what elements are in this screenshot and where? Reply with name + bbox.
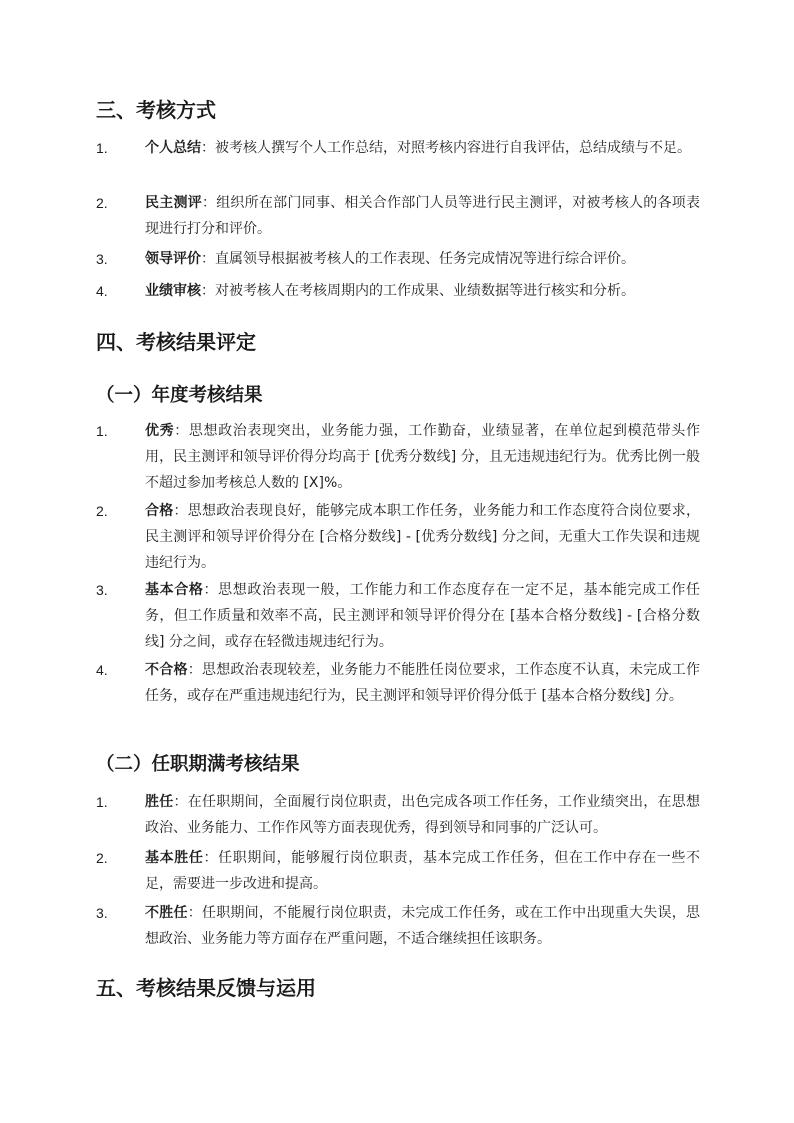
list-number: 4.	[96, 283, 108, 299]
list-text	[145, 900, 700, 952]
list-body: ：在任职期间，全面履行岗位职责，出色完成各项工作任务，工作业绩突出，在思想政治、业务能力、工作作风等方面表现优秀，得到领导和同事的广泛认可。	[145, 794, 701, 836]
list-text	[145, 789, 700, 841]
list-text	[145, 246, 700, 272]
subsection-heading-annual-results: （一）年度考核结果	[96, 385, 263, 406]
list-number: 1.	[96, 423, 108, 439]
list-number: 1.	[96, 794, 108, 810]
list-text	[145, 190, 700, 242]
list-body: ：思想政治表现良好，能够完成本职工作任务，业务能力和工作态度符合岗位要求，民主测评和领导评价得分在 [合格分数线] - [优秀分数线] 分之间，无重大工作失误和违规违纪行为。	[145, 503, 701, 571]
list-body: ：思想政治表现突出，业务能力强，工作勤奋，业绩显著，在单位起到模范带头作用，民主测评和领导评价得分均高于 [优秀分数线] 分，且无违规违纪行为。优秀比例一般不超过参加考核总人数的 [X]%。	[145, 423, 701, 491]
section-heading-result-evaluation: 四、考核结果评定	[96, 330, 256, 354]
list-term: 民主测评	[145, 195, 202, 211]
list-body: ：任职期间，不能履行岗位职责，未完成工作任务，或在工作中出现重大失误，思想政治、业务能力等方面存在严重问题，不适合继续担任该职务。	[145, 905, 701, 947]
section-heading-feedback-and-use: 五、考核结果反馈与运用	[96, 976, 316, 1000]
list-body: ：组织所在部门同事、相关合作部门人员等进行民主测评，对被考核人的各项表现进行打分和评价。	[145, 195, 701, 237]
subsection-heading-term-end-results: （二）任职期满考核结果	[96, 754, 300, 775]
list-term: 胜任	[145, 794, 174, 810]
list-number: 1.	[96, 140, 108, 156]
list-body: ：任职期间，能够履行岗位职责，基本完成工作任务，但在工作中存在一些不足，需要进一步改进和提高。	[145, 850, 701, 892]
list-text	[145, 657, 700, 709]
list-number: 2.	[96, 195, 108, 211]
list-number: 2.	[96, 503, 108, 519]
list-term: 基本胜任	[145, 850, 204, 866]
list-number: 3.	[96, 582, 108, 598]
list-term: 领导评价	[145, 251, 201, 267]
list-body: ：对被考核人在考核周期内的工作成果、业绩数据等进行核实和分析。	[201, 283, 635, 299]
list-text	[145, 135, 700, 161]
list-number: 3.	[96, 905, 108, 921]
list-term: 合格	[145, 503, 174, 519]
list-body: ：被考核人撰写个人工作总结，对照考核内容进行自我评估，总结成绩与不足。	[201, 140, 691, 156]
list-term: 优秀	[145, 423, 175, 439]
section-heading-assessment-methods: 三、考核方式	[96, 98, 216, 122]
list-term: 业绩审核	[145, 283, 201, 299]
list-body: ：直属领导根据被考核人的工作表现、任务完成情况等进行综合评价。	[201, 251, 635, 267]
list-text	[145, 278, 700, 304]
list-text	[145, 845, 700, 897]
list-text	[145, 498, 700, 576]
list-term: 基本合格	[145, 582, 204, 598]
list-number: 3.	[96, 251, 108, 267]
list-term: 不合格	[145, 662, 188, 678]
list-term: 个人总结	[145, 140, 201, 156]
list-text	[145, 418, 700, 496]
list-number: 4.	[96, 662, 108, 678]
list-term: 不胜任	[145, 905, 188, 921]
list-body: ：思想政治表现较差，业务能力不能胜任岗位要求，工作态度不认真，未完成工作任务，或存在严重违规违纪行为，民主测评和领导评价得分低于 [基本合格分数线] 分。	[145, 662, 701, 704]
list-body: ：思想政治表现一般，工作能力和工作态度存在一定不足，基本能完成工作任务，但工作质量和效率不高，民主测评和领导评价得分在 [基本合格分数线] - [合格分数线] 分之间，或存在轻微违规违纪行为。	[145, 582, 701, 650]
list-text	[145, 577, 700, 655]
list-number: 2.	[96, 850, 108, 866]
